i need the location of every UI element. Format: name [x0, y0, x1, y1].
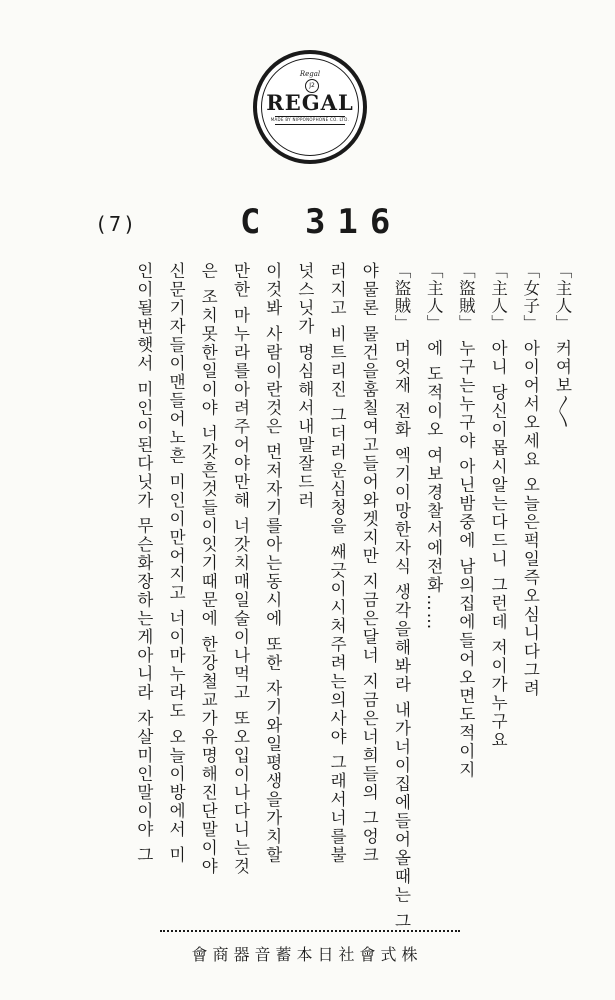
script-line	[320, 262, 352, 922]
dialogue-text: 신문기자들이맨들어노흔 미인이만어지고 너이마누라도 오늘이방에서 미	[166, 262, 186, 865]
record-label-logo	[253, 50, 367, 164]
dialogue-text: 아니 당신이몹시알는다드니 그런데 저이가누구요	[488, 332, 508, 750]
catalog-number: C 316	[240, 202, 403, 242]
footer-divider	[160, 930, 460, 932]
dialogue-text: 야물론 물건을훔칠여고들어와겟지만 지금은달너 지금은너희들의 그엉크	[359, 262, 379, 865]
script-line	[385, 262, 417, 931]
dialogue-text: 아이어서오세요 오늘은퍽일즉오심니다그려	[520, 332, 540, 698]
script-line	[449, 262, 481, 922]
speaker-tag: 「主人」	[553, 262, 572, 332]
script-line	[159, 262, 191, 922]
script-line	[481, 262, 513, 922]
logo-brand-name: REGAL	[266, 90, 354, 115]
logo-script-text: Regal	[299, 70, 321, 78]
speaker-tag: 「主人」	[488, 262, 508, 332]
script-line	[127, 262, 159, 922]
script-line	[224, 262, 256, 922]
page-number: (7)	[95, 212, 138, 236]
logo-maker-text: MADE BY NIPPONOPHONE CO. LTD.	[270, 117, 350, 122]
script-line	[514, 262, 546, 922]
script-line	[417, 262, 449, 922]
dialogue-text: 에 도적이오 여보경찰서에전화……	[424, 332, 444, 632]
script-line	[256, 262, 288, 922]
dialogue-text: 인이될번햇서 미인이된다닛가 무슨화장하는게아니라 자살미인말이야 그	[134, 262, 154, 865]
dialogue-text: 커여보〱	[553, 332, 572, 430]
speaker-tag: 「主人」	[424, 262, 444, 332]
script-line	[192, 262, 224, 922]
publisher-footer: 會商器音蓄本日社會式株	[191, 945, 423, 964]
script-line	[353, 262, 385, 922]
dialogue-text: 머엇재 전화 엑기이망한자식 생각을해봐라 내가너이집에들어올때는 그	[391, 332, 411, 931]
dialogue-text: 만한 마누라를아려주어야만해 너갓치매일술이나먹고 또오입이나다니는것	[230, 262, 250, 876]
script-body	[127, 262, 578, 931]
script-line	[288, 262, 320, 922]
speaker-tag: 「盜賊」	[391, 262, 411, 332]
dialogue-text: 누구는누구야 아닌밤중에 남의집에들어오면도적이지	[456, 332, 476, 780]
dialogue-text: 러지고 비트리진 그더러운심청을 쌔긋이시처주려는의사야 그래서너를불	[327, 262, 347, 865]
dialogue-text: 은 조치못한일이야 너갓흔것들이잇기때문에 한강철교가유명해진단말이야	[198, 262, 218, 876]
logo-rule	[275, 124, 345, 125]
dialogue-text: 이것봐 사람이란것은 먼저자기를아는동시에 또한 자기와일평생을가치할	[263, 262, 283, 865]
script-line	[546, 262, 578, 922]
dialogue-text: 넛스닛가 명심해서내말잘드러	[295, 262, 315, 510]
speaker-tag: 「女子」	[520, 262, 540, 332]
speaker-tag: 「盜賊」	[456, 262, 476, 332]
logo-emblem-icon: J2	[305, 79, 319, 93]
